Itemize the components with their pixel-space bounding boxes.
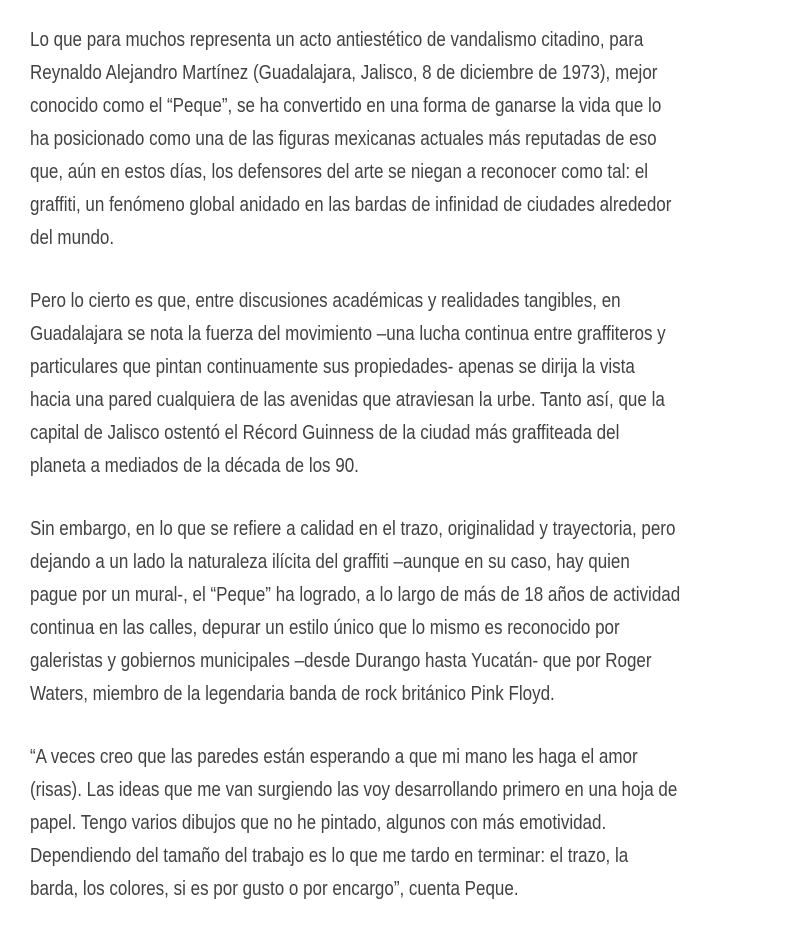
text-line: que, aún en estos días, los defensores del arte se niegan a reconocer como tal: el xyxy=(30,161,649,183)
text-line: (risas). Las ideas que me van surgiendo las voy desarrollando primero en una hoja de xyxy=(30,779,678,801)
text-line: planeta a mediados de la década de los 90. xyxy=(30,455,359,477)
paragraph-4 xyxy=(30,741,770,906)
text-line: hacia una pared cualquiera de las avenidas que atraviesan la urbe. Tanto así, que la xyxy=(30,389,665,411)
text-line: particulares que pintan continuamente sus propiedades- apenas se dirija la vista xyxy=(30,356,635,378)
text-line: Sin embargo, en lo que se refiere a calidad en el trazo, originalidad y trayectoria, pero xyxy=(30,518,676,540)
text-line: Waters, miembro de la legendaria banda de rock británico Pink Floyd. xyxy=(30,683,555,705)
text-line: graffiti, un fenómeno global anidado en las bardas de infinidad de ciudades alrededor xyxy=(30,194,672,216)
paragraph-3 xyxy=(30,513,770,711)
text-line: continua en las calles, depurar un estilo único que lo mismo es reconocido por xyxy=(30,617,620,639)
text-line: Pero lo cierto es que, entre discusiones académicas y realidades tangibles, en xyxy=(30,290,621,312)
text-line: Lo que para muchos representa un acto antiestético de vandalismo citadino, para xyxy=(30,29,644,51)
text-line: Reynaldo Alejandro Martínez (Guadalajara, Jalisco, 8 de diciembre de 1973), mejor xyxy=(30,62,658,84)
text-line: galeristas y gobiernos municipales –desde Durango hasta Yucatán- que por Roger xyxy=(30,650,652,672)
text-line: papel. Tengo varios dibujos que no he pintado, algunos con más emotividad. xyxy=(30,812,607,834)
text-line: conocido como el “Peque”, se ha convertido en una forma de ganarse la vida que lo xyxy=(30,95,662,117)
text-line: Guadalajara se nota la fuerza del movimiento –una lucha continua entre graffiteros y xyxy=(30,323,666,345)
text-line: pague por un mural-, el “Peque” ha logrado, a lo largo de más de 18 años de actividad xyxy=(30,584,681,606)
text-line: dejando a un lado la naturaleza ilícita del graffiti –aunque en su caso, hay quien xyxy=(30,551,630,573)
text-line: capital de Jalisco ostentó el Récord Guinness de la ciudad más graffiteada del xyxy=(30,422,620,444)
paragraph-1 xyxy=(30,24,770,255)
text-line: del mundo. xyxy=(30,227,115,249)
text-line: Dependiendo del tamaño del trabajo es lo que me tardo en terminar: el trazo, la xyxy=(30,845,629,867)
text-line: “A veces creo que las paredes están esperando a que mi mano les haga el amor xyxy=(30,746,638,768)
text-line: barda, los colores, si es por gusto o por encargo”, cuenta Peque. xyxy=(30,878,519,900)
text-line: ha posicionado como una de las figuras mexicanas actuales más reputadas de eso xyxy=(30,128,657,150)
paragraph-2 xyxy=(30,285,770,483)
